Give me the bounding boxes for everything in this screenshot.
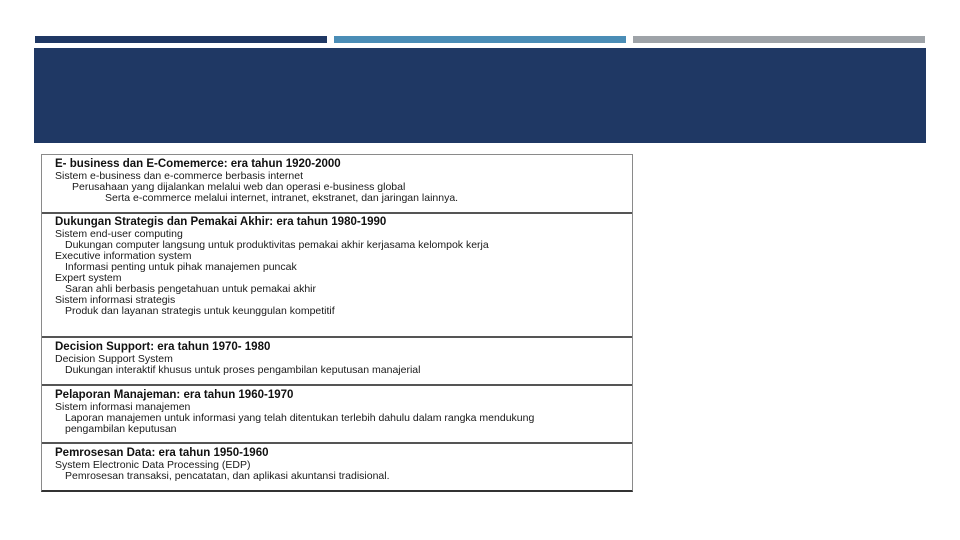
evolution-table xyxy=(41,154,633,492)
title-banner xyxy=(34,48,926,143)
section-data-processing xyxy=(42,444,632,489)
section-strategic xyxy=(42,214,632,338)
accent-bar-gray xyxy=(633,36,925,43)
section-title: Dukungan Strategis dan Pemakai Akhir: era tahun 1980-1990 xyxy=(55,216,387,228)
system-name: Sistem informasi manajemen xyxy=(55,401,191,413)
section-management-reporting xyxy=(42,386,632,444)
section-title: E- business dan E-Comemerce: era tahun 1920-2000 xyxy=(55,158,341,170)
system-desc: Saran ahli berbasis pengetahuan untuk pemakai akhir xyxy=(65,283,317,295)
section-decision-support xyxy=(42,338,632,386)
accent-bar-blue xyxy=(334,36,626,43)
system-name: Executive information system xyxy=(55,250,192,262)
system-name: Sistem end-user computing xyxy=(55,228,183,240)
system-name: Expert system xyxy=(55,272,122,284)
system-desc: Dukungan interaktif khusus untuk proses pengambilan keputusan manajerial xyxy=(65,364,421,376)
system-name: Sistem e-business dan e-commerce berbasis internet xyxy=(55,170,304,182)
system-desc: Laporan manajemen untuk informasi yang telah ditentukan terlebih dahulu dalam rangka mendukung pengambilan keputusan xyxy=(65,412,535,435)
section-title: Pelaporan Manajeman: era tahun 1960-1970 xyxy=(55,389,294,401)
system-desc: Perusahaan yang dijalankan melalui web dan operasi e-business global xyxy=(72,181,406,193)
system-desc: Serta e-commerce melalui internet, intranet, ekstranet, dan jaringan lainnya. xyxy=(105,192,459,204)
system-desc: Dukungan computer langsung untuk produktivitas pemakai akhir kerjasama kelompok kerja xyxy=(65,239,489,251)
system-name: Decision Support System xyxy=(55,353,173,365)
section-ebusiness xyxy=(42,158,632,214)
section-title: Decision Support: era tahun 1970- 1980 xyxy=(55,341,271,353)
accent-bar-navy xyxy=(35,36,327,43)
system-desc: Informasi penting untuk pihak manajemen puncak xyxy=(65,261,297,273)
system-name: System Electronic Data Processing (EDP) xyxy=(55,459,251,471)
system-name: Sistem informasi strategis xyxy=(55,294,176,306)
system-desc: Pemrosesan transaksi, pencatatan, dan aplikasi akuntansi tradisional. xyxy=(65,470,390,482)
system-desc: Produk dan layanan strategis untuk keunggulan kompetitif xyxy=(65,305,335,317)
section-title: Pemrosesan Data: era tahun 1950-1960 xyxy=(55,447,269,459)
